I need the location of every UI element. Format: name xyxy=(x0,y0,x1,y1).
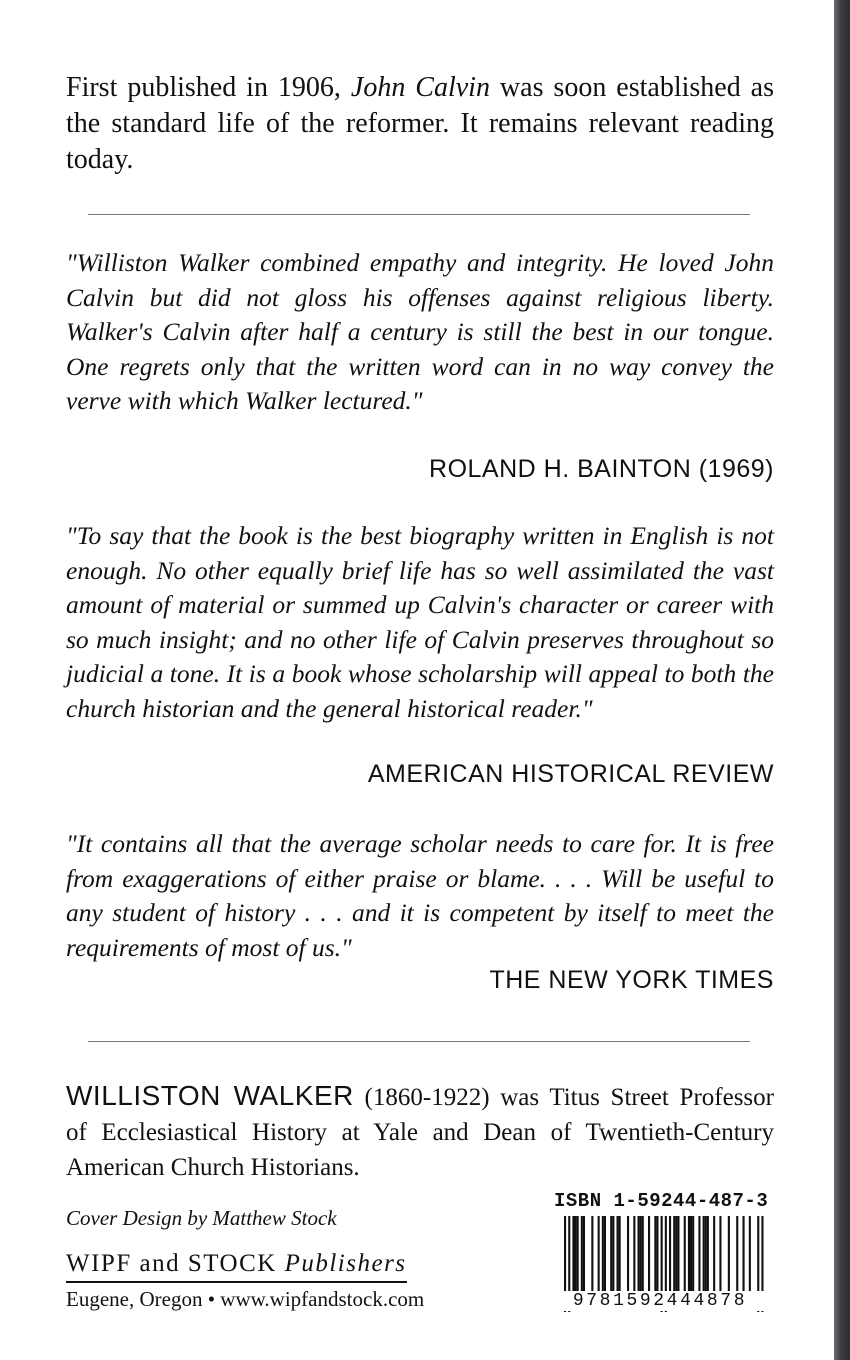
barcode-bar xyxy=(610,1216,612,1296)
barcode-bar xyxy=(736,1216,738,1296)
review-attribution-2: AMERICAN HISTORICAL REVIEW xyxy=(367,760,774,788)
barcode-bar xyxy=(654,1216,656,1296)
book-title: John Calvin xyxy=(350,72,490,103)
barcode-bar xyxy=(604,1216,606,1296)
barcode-bar xyxy=(690,1216,692,1296)
author-bio-text: (1860-1922) was Titus Street Professor of Ecclesiastical History at Yale and Dean of Twentieth-Century American Church Historians. xyxy=(66,1084,774,1181)
publisher-address: Eugene, Oregon • www.wipfandstock.com xyxy=(66,1287,425,1311)
spine-edge xyxy=(834,0,850,1360)
cover-design-credit: Cover Design by Matthew Stock xyxy=(66,1206,337,1230)
barcode-bar xyxy=(575,1216,577,1296)
publisher-name-main: WIPF and STOCK xyxy=(66,1250,285,1277)
barcode-bar xyxy=(598,1216,600,1296)
review-attribution-3: THE NEW YORK TIMES xyxy=(489,966,774,994)
review-quote-1: "Williston Walker combined empathy and integrity. He loved John Calvin but did not gloss his offenses against religious liberty. Walker's Calvin after half a century is still the best in our tongue. One regrets only that the written word can in no way convey the verve with which Walker lectured." xyxy=(66,248,774,415)
barcode-bar xyxy=(707,1216,709,1296)
intro-prefix: First published in 1906, xyxy=(66,72,351,103)
barcode-bar xyxy=(602,1216,604,1296)
barcode-bar xyxy=(728,1216,730,1296)
barcode-bar xyxy=(627,1216,629,1296)
barcode-bar xyxy=(648,1216,650,1296)
barcode-bar xyxy=(577,1216,579,1296)
publisher-name xyxy=(66,1250,407,1283)
review-attribution-1: ROLAND H. BAINTON (1969) xyxy=(429,455,774,483)
barcode-bar xyxy=(583,1216,585,1296)
intro-suffix: was soon established as the standard life of the reformer. It remains relevant reading today. xyxy=(66,72,775,175)
barcode xyxy=(550,1190,778,1324)
barcode-bar xyxy=(713,1216,715,1296)
divider-bottom xyxy=(88,1041,750,1042)
barcode-bar xyxy=(581,1216,583,1296)
intro-paragraph xyxy=(66,70,774,178)
barcode-bar xyxy=(703,1216,705,1296)
barcode-bar xyxy=(743,1216,745,1296)
barcode-bar xyxy=(633,1216,635,1296)
barcode-bar xyxy=(619,1216,621,1296)
isbn-label: ISBN 1-59244-487-3 xyxy=(554,1190,769,1212)
barcode-bar xyxy=(638,1216,640,1296)
barcode-bar xyxy=(656,1216,658,1296)
barcode-bar xyxy=(669,1216,671,1296)
publisher-name-suffix: Publishers xyxy=(284,1250,407,1277)
review-quote-3: "It contains all that the average scholar needs to care for. It is free from exaggerations of either praise or blame. . . . Will be useful to any student of history . . . and it is competent by itself to meet the requirements of most of us." xyxy=(66,829,774,962)
barcode-bar xyxy=(719,1216,721,1296)
barcode-bar xyxy=(673,1216,675,1296)
barcode-bar xyxy=(591,1216,593,1296)
author-name: WILLISTON WALKER xyxy=(66,1080,354,1111)
barcode-number: 9781592444878 xyxy=(550,1291,770,1311)
review-quote-2: "To say that the book is the best biography written in English is not enough. No other equally brief life has so well assimilated the vast amount of material or summed up Calvin's character or career with so much insight; and no other life of Calvin preserves throughout so judicial a tone. It is a book whose scholarship will appeal to both the church historian and the general historical reader." xyxy=(66,521,774,723)
barcode-bar xyxy=(692,1216,694,1296)
barcode-bar xyxy=(642,1216,644,1296)
barcode-bar xyxy=(640,1216,642,1296)
barcode-bar xyxy=(572,1216,574,1296)
barcode-bar xyxy=(705,1216,707,1296)
barcode-bar xyxy=(684,1216,686,1296)
divider-top xyxy=(88,214,750,215)
barcode-bar xyxy=(688,1216,690,1296)
barcode-bar xyxy=(749,1216,751,1296)
barcode-bar xyxy=(698,1216,700,1296)
barcode-bar xyxy=(675,1216,677,1296)
barcode-bar xyxy=(677,1216,679,1296)
barcode-bar xyxy=(617,1216,619,1296)
barcode-bar xyxy=(612,1216,614,1296)
author-bio xyxy=(66,1078,774,1185)
